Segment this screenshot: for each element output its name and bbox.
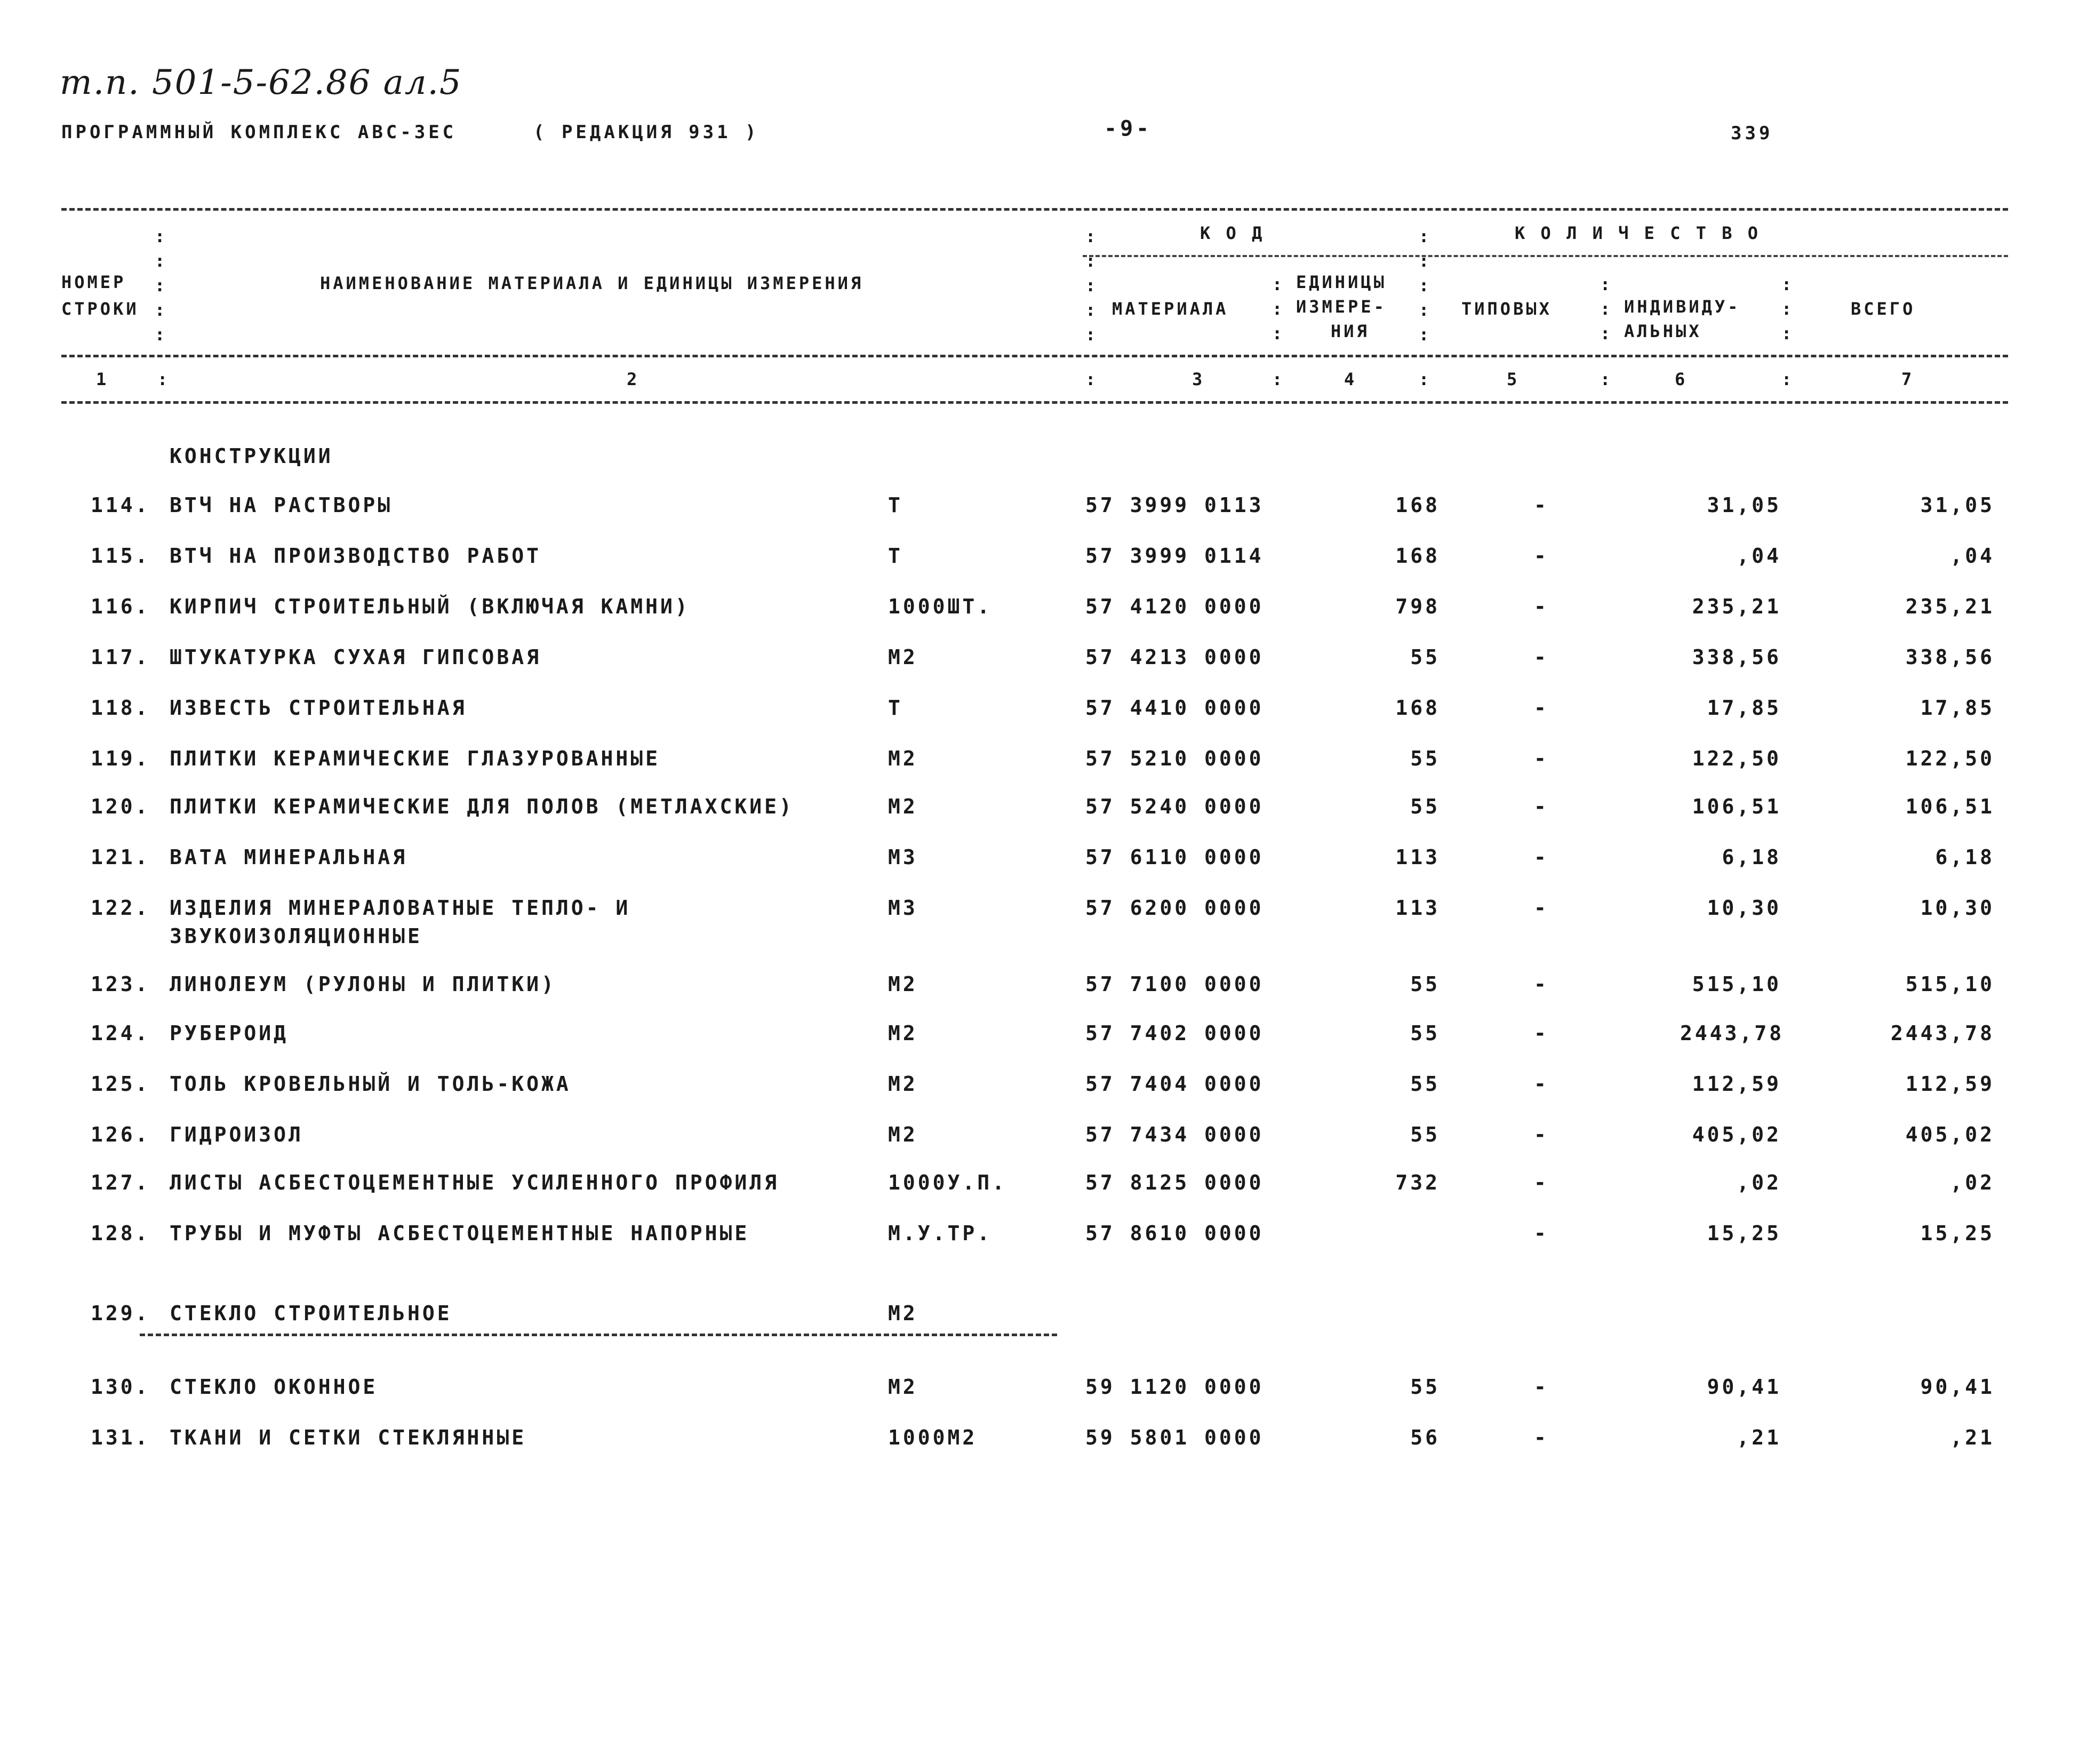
typical-qty: -	[1534, 696, 1549, 720]
material-code: 57 6110 0000	[1085, 845, 1264, 869]
col-number: 5	[1507, 369, 1520, 389]
col-separator: :	[1085, 369, 1096, 389]
edition-label: ( РЕДАКЦИЯ 931 )	[533, 122, 759, 143]
sheet-number: 339	[1731, 123, 1773, 144]
material-code: 57 4120 0000	[1085, 595, 1264, 618]
unit-code: 55	[1410, 1072, 1440, 1096]
unit-code: 168	[1395, 544, 1440, 568]
material-name: ГИДРОИЗОЛ	[170, 1123, 303, 1146]
col-separator: : : : : :	[1085, 226, 1096, 345]
row-number: 123.	[91, 972, 150, 996]
unit: М2	[888, 1302, 918, 1325]
table-row	[0, 493, 2079, 525]
total-qty: 112,59	[1905, 1072, 1995, 1096]
table-row	[0, 972, 2079, 1004]
table-row	[0, 896, 2079, 928]
material-name: ЛИСТЫ АСБЕСТОЦЕМЕНТНЫЕ УСИЛЕННОГО ПРОФИЛЯ	[170, 1171, 779, 1194]
row-number: 116.	[91, 595, 150, 618]
unit-code: 55	[1410, 972, 1440, 996]
total-qty: 90,41	[1920, 1375, 1995, 1399]
col4-header-line3: НИЯ	[1331, 321, 1370, 341]
header-group-rule	[1083, 255, 2008, 257]
table-row	[0, 1072, 2079, 1104]
row-number: 131.	[91, 1426, 150, 1449]
col7-header: ВСЕГО	[1851, 299, 1916, 319]
unit: 1000ШТ.	[888, 595, 993, 618]
unit: М3	[888, 896, 918, 920]
material-code: 57 5210 0000	[1085, 747, 1264, 770]
total-qty: ,02	[1950, 1171, 1995, 1194]
material-name-continuation: ЗВУКОИЗОЛЯЦИОННЫЕ	[170, 924, 422, 948]
material-name: РУБЕРОИД	[170, 1021, 289, 1045]
row-number: 124.	[91, 1021, 150, 1045]
total-qty: 10,30	[1920, 896, 1995, 920]
material-code: 57 8125 0000	[1085, 1171, 1264, 1194]
row-number: 120.	[91, 795, 150, 818]
unit-code: 56	[1410, 1426, 1440, 1449]
row-number: 125.	[91, 1072, 150, 1096]
unit-code: 55	[1410, 1021, 1440, 1045]
typical-qty: -	[1534, 1021, 1549, 1045]
row-number: 121.	[91, 845, 150, 869]
total-qty: 15,25	[1920, 1222, 1995, 1245]
row-number: 130.	[91, 1375, 150, 1399]
col-separator: :	[1272, 369, 1283, 389]
unit: Т	[888, 493, 903, 517]
individual-qty: 17,85	[1707, 696, 1781, 720]
unit-code: 113	[1395, 896, 1440, 920]
individual-qty: 10,30	[1707, 896, 1781, 920]
typical-qty: -	[1534, 544, 1549, 568]
material-code: 57 6200 0000	[1085, 896, 1264, 920]
total-qty: 106,51	[1905, 795, 1995, 818]
individual-qty: 15,25	[1707, 1222, 1781, 1245]
material-code: 57 3999 0114	[1085, 544, 1264, 568]
col6-header-line1: ИНДИВИДУ-	[1624, 297, 1741, 317]
col1-header-line2: СТРОКИ	[61, 299, 139, 319]
individual-qty: 6,18	[1722, 845, 1781, 869]
total-qty: 2443,78	[1890, 1021, 1995, 1045]
material-code: 57 7434 0000	[1085, 1123, 1264, 1146]
total-qty: ,04	[1950, 544, 1995, 568]
unit-code: 798	[1395, 595, 1440, 618]
material-code: 57 4213 0000	[1085, 645, 1264, 669]
unit: Т	[888, 696, 903, 720]
page-marker: -9-	[1104, 116, 1153, 141]
total-qty: 31,05	[1920, 493, 1995, 517]
material-name: ШТУКАТУРКА СУХАЯ ГИПСОВАЯ	[170, 645, 541, 669]
table-row	[0, 845, 2079, 877]
row-number: 119.	[91, 747, 150, 770]
material-name: ИЗДЕЛИЯ МИНЕРАЛОВАТНЫЕ ТЕПЛО- И	[170, 896, 631, 920]
individual-qty: 122,50	[1692, 747, 1781, 770]
unit: М2	[888, 795, 918, 818]
col5-header: ТИПОВЫХ	[1461, 299, 1552, 319]
total-qty: 17,85	[1920, 696, 1995, 720]
material-code: 59 5801 0000	[1085, 1426, 1264, 1449]
individual-qty: 31,05	[1707, 493, 1781, 517]
typical-qty: -	[1534, 972, 1549, 996]
typical-qty: -	[1534, 1375, 1549, 1399]
col3-header: МАТЕРИАЛА	[1112, 299, 1229, 319]
unit: 1000У.П.	[888, 1171, 1007, 1194]
typical-qty: -	[1534, 896, 1549, 920]
handwritten-reference: т.п. 501-5-62.86 ал.5	[60, 63, 462, 102]
table-row	[0, 1375, 2079, 1407]
material-name: СТЕКЛО СТРОИТЕЛЬНОЕ	[170, 1302, 452, 1325]
col-separator: :	[157, 369, 168, 389]
material-name: ВТЧ НА РАСТВОРЫ	[170, 493, 393, 517]
col-number: 7	[1901, 369, 1915, 389]
typical-qty: -	[1534, 1426, 1549, 1449]
material-name: СТЕКЛО ОКОННОЕ	[170, 1375, 378, 1399]
material-name: ПЛИТКИ КЕРАМИЧЕСКИЕ ДЛЯ ПОЛОВ (МЕТЛАХСКИЕ)	[170, 795, 794, 818]
material-name: ИЗВЕСТЬ СТРОИТЕЛЬНАЯ	[170, 696, 467, 720]
material-code: 57 8610 0000	[1085, 1222, 1264, 1245]
section-title: КОНСТРУКЦИИ	[170, 444, 333, 468]
unit: М3	[888, 845, 918, 869]
row-number: 122.	[91, 896, 150, 920]
material-code: 57 7402 0000	[1085, 1021, 1264, 1045]
individual-qty: 2443,78	[1680, 1021, 1785, 1045]
typical-qty: -	[1534, 1222, 1549, 1245]
col-separator: : : : : :	[1419, 226, 1429, 345]
typical-qty: -	[1534, 595, 1549, 618]
total-qty: 122,50	[1905, 747, 1995, 770]
program-title: ПРОГРАММНЫЙ КОМПЛЕКС АВС-ЗЕС	[61, 122, 457, 143]
group-underline	[140, 1334, 1057, 1336]
table-row	[0, 1426, 2079, 1458]
unit-code: 55	[1410, 747, 1440, 770]
table-row	[0, 696, 2079, 728]
total-qty: ,21	[1950, 1426, 1995, 1449]
material-name: КИРПИЧ СТРОИТЕЛЬНЫЙ (ВКЛЮЧАЯ КАМНИ)	[170, 595, 690, 618]
table-row	[0, 595, 2079, 627]
unit-code: 732	[1395, 1171, 1440, 1194]
individual-qty: 106,51	[1692, 795, 1781, 818]
table-row	[0, 544, 2079, 576]
unit: М2	[888, 1375, 918, 1399]
col-separator: : : :	[1272, 274, 1283, 344]
row-number: 126.	[91, 1123, 150, 1146]
table-row	[0, 645, 2079, 677]
typical-qty: -	[1534, 845, 1549, 869]
material-name: ВАТА МИНЕРАЛЬНАЯ	[170, 845, 408, 869]
material-code: 57 3999 0113	[1085, 493, 1264, 517]
row-number: 129.	[91, 1302, 150, 1325]
row-number: 114.	[91, 493, 150, 517]
unit: Т	[888, 544, 903, 568]
row-number: 128.	[91, 1222, 150, 1245]
unit: М2	[888, 972, 918, 996]
typical-qty: -	[1534, 795, 1549, 818]
total-qty: 405,02	[1905, 1123, 1995, 1146]
unit: М2	[888, 1123, 918, 1146]
material-name: ТКАНИ И СЕТКИ СТЕКЛЯННЫЕ	[170, 1426, 527, 1449]
individual-qty: 90,41	[1707, 1375, 1781, 1399]
material-name: ПЛИТКИ КЕРАМИЧЕСКИЕ ГЛАЗУРОВАННЫЕ	[170, 747, 660, 770]
table-row	[0, 1302, 2079, 1334]
col-number: 2	[627, 369, 640, 389]
individual-qty: 235,21	[1692, 595, 1781, 618]
col-separator: :	[1600, 369, 1611, 389]
unit-code: 55	[1410, 1123, 1440, 1146]
typical-qty: -	[1534, 1171, 1549, 1194]
col1-header-line1: НОМЕР	[61, 272, 126, 292]
table-row	[0, 1123, 2079, 1155]
header-bottom-rule	[61, 401, 2008, 404]
material-code: 59 1120 0000	[1085, 1375, 1264, 1399]
total-qty: 338,56	[1905, 645, 1995, 669]
col-separator: :	[1781, 369, 1792, 389]
col4-header-line1: ЕДИНИЦЫ	[1296, 272, 1387, 292]
col-number: 4	[1344, 369, 1357, 389]
material-name: ВТЧ НА ПРОИЗВОДСТВО РАБОТ	[170, 544, 541, 568]
unit: М.У.ТР.	[888, 1222, 993, 1245]
typical-qty: -	[1534, 1123, 1549, 1146]
group-quantity-label: К О Л И Ч Е С Т В О	[1515, 223, 1761, 243]
col6-header-line2: АЛЬНЫХ	[1624, 321, 1702, 341]
individual-qty: 405,02	[1692, 1123, 1781, 1146]
material-name: ТОЛЬ КРОВЕЛЬНЫЙ И ТОЛЬ-КОЖА	[170, 1072, 571, 1096]
total-qty: 235,21	[1905, 595, 1995, 618]
unit: М2	[888, 1021, 918, 1045]
col-number: 3	[1192, 369, 1205, 389]
col-separator: : : :	[1600, 274, 1611, 344]
table-row	[0, 1222, 2079, 1254]
unit-code: 168	[1395, 696, 1440, 720]
individual-qty: 338,56	[1692, 645, 1781, 669]
typical-qty: -	[1534, 645, 1549, 669]
row-number: 127.	[91, 1171, 150, 1194]
individual-qty: 515,10	[1692, 972, 1781, 996]
table-row	[0, 1171, 2079, 1203]
individual-qty: ,02	[1737, 1171, 1781, 1194]
unit-code: 55	[1410, 1375, 1440, 1399]
table-row	[0, 747, 2079, 779]
col-separator: :	[1419, 369, 1429, 389]
col-separator: : : : : :	[155, 226, 165, 345]
material-name: ЛИНОЛЕУМ (РУЛОНЫ И ПЛИТКИ)	[170, 972, 556, 996]
table-row	[0, 1021, 2079, 1053]
individual-qty: ,04	[1737, 544, 1781, 568]
unit: М2	[888, 1072, 918, 1096]
unit: М2	[888, 747, 918, 770]
header-mid-rule	[61, 355, 2008, 357]
table-row	[0, 795, 2079, 827]
col2-header: НАИМЕНОВАНИЕ МАТЕРИАЛА И ЕДИНИЦЫ ИЗМЕРЕНИЯ	[320, 273, 864, 293]
row-number: 118.	[91, 696, 150, 720]
col-separator: : : :	[1781, 274, 1792, 344]
typical-qty: -	[1534, 1072, 1549, 1096]
row-number: 117.	[91, 645, 150, 669]
group-code-label: К О Д	[1200, 223, 1265, 243]
typical-qty: -	[1534, 493, 1549, 517]
col-number: 6	[1675, 369, 1688, 389]
material-code: 57 7404 0000	[1085, 1072, 1264, 1096]
unit-code: 113	[1395, 845, 1440, 869]
total-qty: 6,18	[1935, 845, 1995, 869]
typical-qty: -	[1534, 747, 1549, 770]
header-top-rule	[61, 208, 2008, 211]
col4-header-line2: ИЗМЕРЕ-	[1296, 297, 1387, 317]
material-code: 57 5240 0000	[1085, 795, 1264, 818]
individual-qty: ,21	[1737, 1426, 1781, 1449]
individual-qty: 112,59	[1692, 1072, 1781, 1096]
unit-code: 168	[1395, 493, 1440, 517]
unit-code: 55	[1410, 645, 1440, 669]
unit: М2	[888, 645, 918, 669]
row-number: 115.	[91, 544, 150, 568]
material-code: 57 7100 0000	[1085, 972, 1264, 996]
unit: 1000М2	[888, 1426, 978, 1449]
unit-code: 55	[1410, 795, 1440, 818]
col-number: 1	[96, 369, 109, 389]
total-qty: 515,10	[1905, 972, 1995, 996]
material-code: 57 4410 0000	[1085, 696, 1264, 720]
material-name: ТРУБЫ И МУФТЫ АСБЕСТОЦЕМЕНТНЫЕ НАПОРНЫЕ	[170, 1222, 750, 1245]
